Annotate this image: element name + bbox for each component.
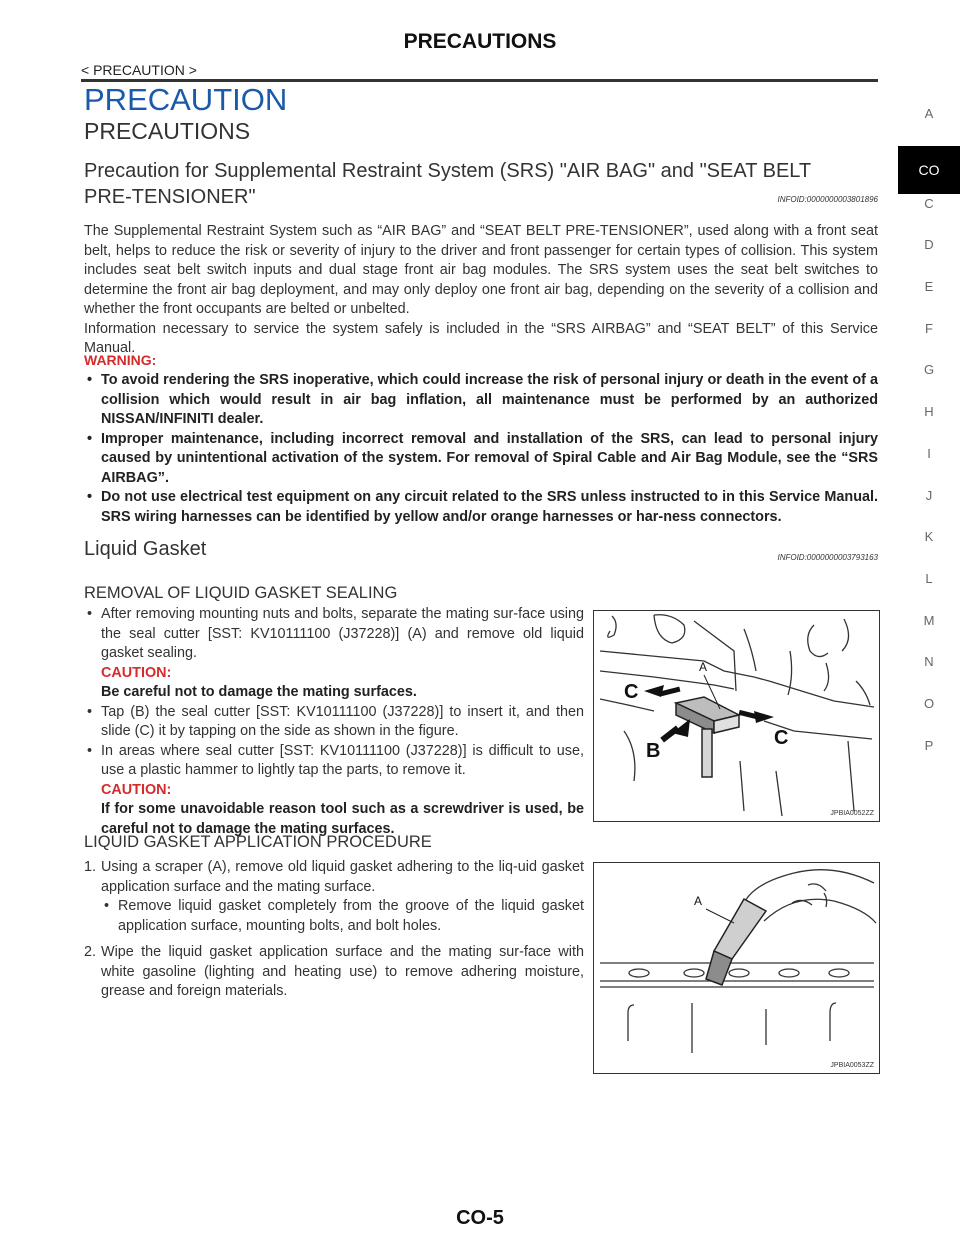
scraper-illustration: [594, 863, 879, 1073]
srs-precaution-title: [84, 158, 878, 210]
warning-item: • To avoid rendering the SRS inoperative, which could increase the risk of personal injury or death in the event of a collision which would result in air bag inflation, all maintenance must be performed by an authorized NISSAN/INFINITI dealer.: [84, 371, 878, 430]
liquid-gasket-title: Liquid Gasket: [84, 538, 207, 560]
srs-paragraph-1: The Supplemental Restraint System such as “AIR BAG” and “SEAT BELT PRE-TENSIONER”, used along with a front seat belt, helps to reduce the risk or severity of injury to the driver and front passenger for certain types of collision. This system includes seat belt switch inputs and dual stage front air bag modules. The SRS system uses the seat belt switches to determine the front air bag deployment, and may only deploy one front air bag, depending on the severity of a collision and whether the front occupants are belted or unbelted.: [84, 223, 878, 317]
warning-item: • Improper maintenance, including incorrect removal and installation of the SRS, can lead to personal injury caused by unintentional activation of the system. For removal of Spiral Cable and Air Bag Module, see the “SRS AIRBAG”.: [84, 430, 878, 489]
removal-step: • Tap (B) the seal cutter [SST: KV10111100 (J37228)] to insert it, and then slide (C) it by tapping on the side as shown in the figure.: [84, 703, 584, 742]
section-tab[interactable]: L: [925, 570, 933, 586]
removal-heading: REMOVAL OF LIQUID GASKET SEALING: [84, 584, 398, 602]
section-tab-list: [898, 104, 960, 777]
removal-steps: [84, 605, 584, 839]
warning-label: WARNING:: [84, 352, 157, 368]
section-tab[interactable]: H: [924, 404, 934, 420]
section-tab[interactable]: D: [924, 237, 934, 253]
caution-text: Be careful not to damage the mating surfaces.: [101, 684, 417, 700]
section-tab[interactable]: C: [924, 195, 934, 211]
scraper-figure: [593, 862, 880, 1074]
gasket-infoid: INFOID:0000000003793163: [777, 553, 878, 562]
warning-list: [84, 371, 878, 527]
removal-step: • After removing mounting nuts and bolts, separate the mating sur-face using the seal cutter [SST: KV10111100 (J37228)] (A) and remove old liquid gasket sealing. CAUTION: Be careful not to damage the mating surfaces.: [84, 605, 584, 703]
section-tab[interactable]: I: [927, 445, 931, 461]
header-title: PRECAUTIONS: [403, 30, 557, 53]
application-heading: LIQUID GASKET APPLICATION PROCEDURE: [84, 833, 432, 851]
figure-label-a: A: [699, 660, 708, 674]
seal-cutter-illustration: [594, 611, 879, 821]
application-substeps: [101, 897, 584, 936]
application-steps: [84, 858, 584, 1009]
section-tab[interactable]: A: [924, 106, 934, 121]
application-step: 2. Wipe the liquid gasket application surface and the mating sur-face with white gasoline (lighting and heating use) to remove adhering moisture, grease and foreign materials.: [84, 944, 584, 999]
srs-title-line2: PRE-TENSIONER": [84, 186, 256, 208]
chapter-heading: PRECAUTION: [84, 82, 288, 117]
section-tab[interactable]: M: [923, 612, 935, 628]
figure-code: JPBIA0053ZZ: [830, 1062, 874, 1069]
warning-item: • Do not use electrical test equipment on any circuit related to the SRS unless instructed to in this Service Manual. SRS wiring harnesses can be identified by yellow and/or orange harnesses or har-ness connectors.: [84, 488, 878, 527]
section-heading: PRECAUTIONS: [84, 118, 251, 144]
breadcrumb: < PRECAUTION >: [81, 62, 197, 78]
caution-text: If for some unavoidable reason tool such as a screwdriver is used, be careful not to damage the mating surfaces.: [101, 801, 584, 837]
figure-label-c: C: [774, 727, 789, 749]
figure-code: JPBIA0052ZZ: [830, 810, 874, 817]
srs-title-line1: Precaution for Supplemental Restraint System (SRS) "AIR BAG" and "SEAT BELT: [84, 160, 812, 182]
figure-label-b: B: [646, 740, 661, 762]
removal-step: • In areas where seal cutter [SST: KV10111100 (J37228)] is difficult to use, use a plastic hammer to lightly tap the parts, to remove it. CAUTION: If for some unavoidable reason tool such as a screwdriver is used, be careful not to damage the mating surfaces.: [84, 742, 584, 840]
section-tab[interactable]: G: [923, 362, 935, 378]
section-tab[interactable]: E: [924, 279, 934, 295]
section-tab[interactable]: N: [924, 654, 934, 670]
section-tab[interactable]: J: [925, 487, 933, 503]
section-tab-active[interactable]: CO: [898, 146, 960, 194]
srs-infoid: INFOID:0000000003801896: [777, 195, 878, 204]
figure-label-c: C: [624, 681, 639, 703]
application-step: 1. Using a scraper (A), remove old liquid gasket adhering to the liq-uid gasket application surface and the mating surface. • Remove liquid gasket completely from the groove of the liquid gasket application surface, mounting bolts, and bolt holes.: [84, 858, 584, 936]
srs-paragraph-2: Information necessary to service the system safely is included in the “SRS AIRBAG” and “SEAT BELT” of this Service Manual.: [84, 320, 878, 356]
section-tab[interactable]: P: [924, 737, 934, 753]
figure-label-a: A: [694, 894, 703, 908]
page-number: CO-5: [456, 1207, 504, 1229]
section-tab[interactable]: F: [925, 320, 933, 336]
srs-description: [84, 222, 878, 359]
section-tab[interactable]: O: [923, 695, 935, 711]
caution-label: CAUTION:: [101, 664, 172, 681]
caution-label: CAUTION:: [101, 781, 172, 798]
seal-cutter-figure: [593, 610, 880, 822]
application-substep: • Remove liquid gasket completely from the groove of the liquid gasket application surface, mounting bolts, and bolt holes.: [101, 897, 584, 936]
section-tab[interactable]: K: [924, 529, 934, 545]
